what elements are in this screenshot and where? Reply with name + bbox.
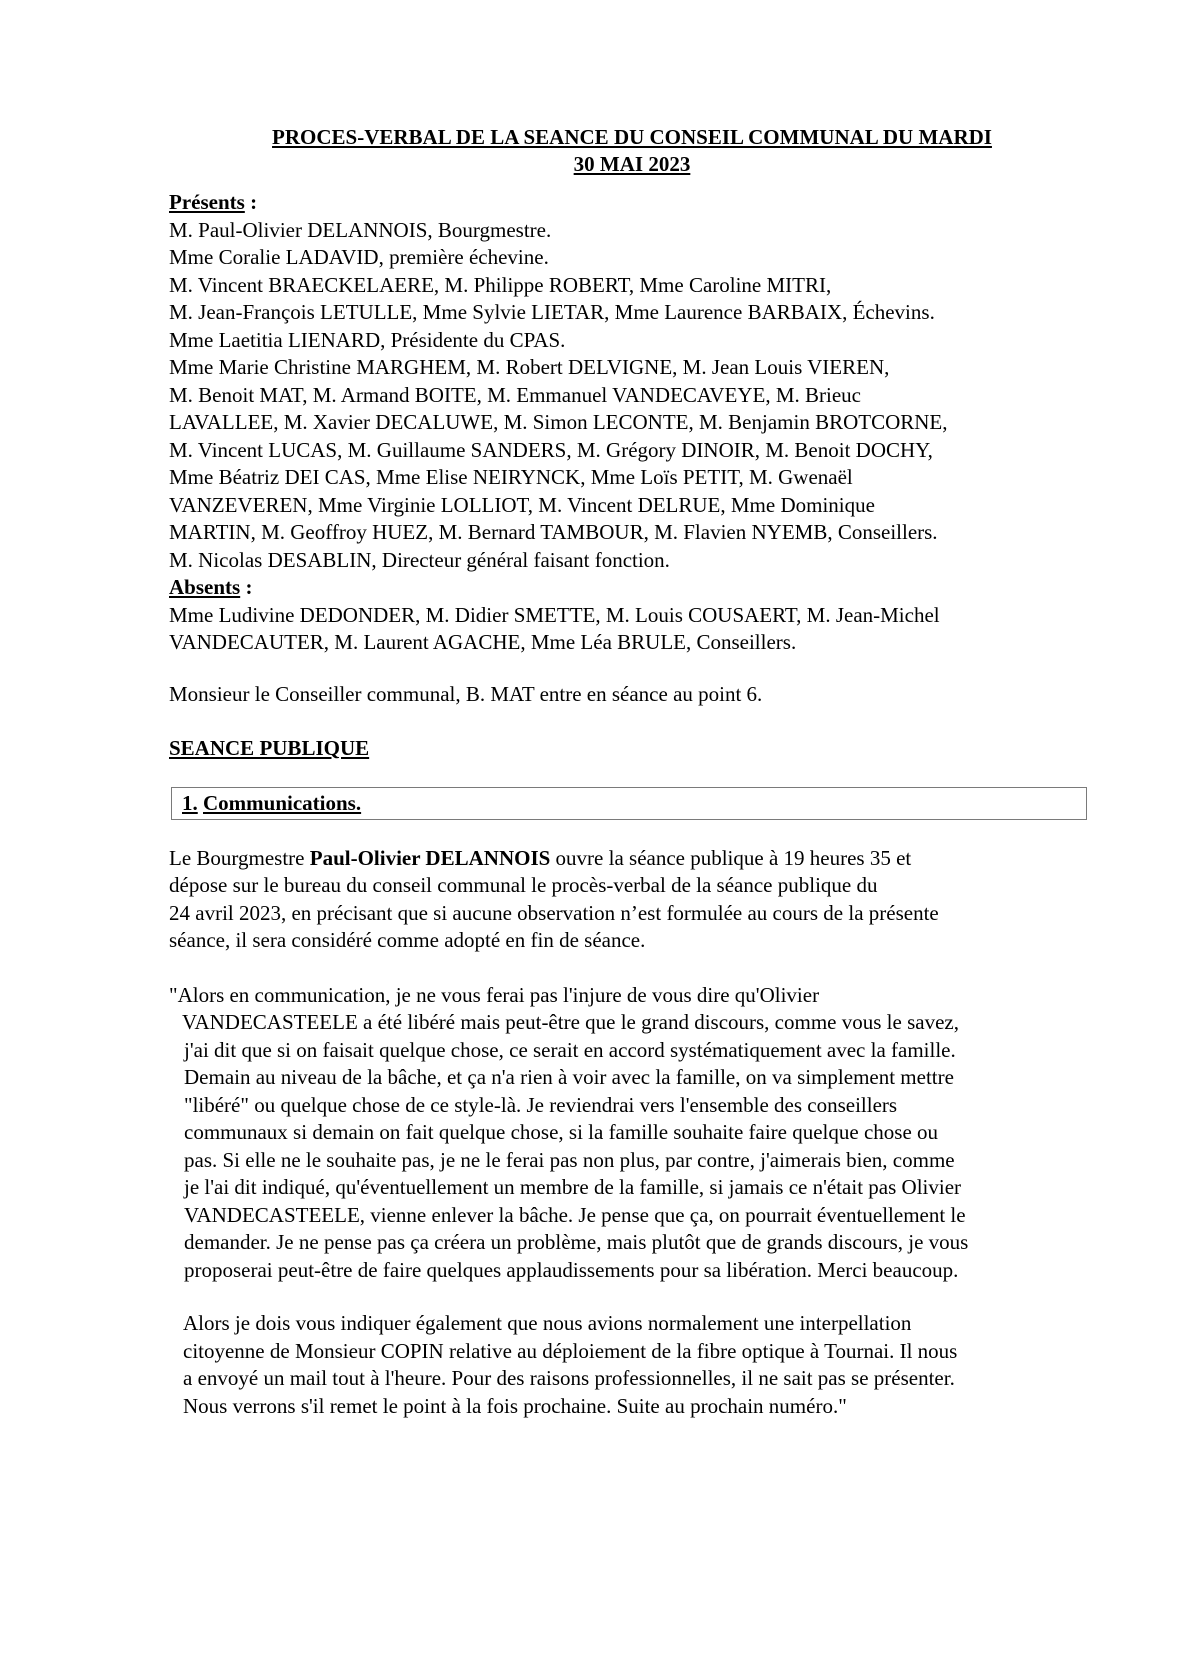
- quote-paragraph-1: [169, 982, 1089, 1285]
- absents-heading: Absents :: [169, 575, 253, 599]
- quote-paragraph-2: [169, 1310, 1089, 1420]
- quote-line: communaux si demain on fait quelque chose, si la famille souhaite faire quelque chose ou: [184, 1120, 939, 1144]
- list-item: M. Vincent BRAECKELAERE, M. Philippe ROBERT, Mme Caroline MITRI,: [169, 272, 832, 297]
- quote-line: Alors je dois vous indiquer également que nous avions normalement une interpellation: [183, 1311, 912, 1335]
- list-item: M. Nicolas DESABLIN, Directeur général faisant fonction.: [169, 547, 670, 572]
- quote-line: VANDECASTEELE, vienne enlever la bâche. Je pense que ça, on pourrait éventuellement le: [184, 1202, 966, 1227]
- presents-block: [169, 189, 1089, 574]
- list-item: Mme Marie Christine MARGHEM, M. Robert DELVIGNE, M. Jean Louis VIEREN,: [169, 355, 890, 379]
- quote-line: demander. Je ne pense pas ça créera un problème, mais plutôt que de grands discours, je vous: [184, 1230, 969, 1254]
- quote-line: VANDECASTEELE a été libéré mais peut-être que le grand discours, comme vous le savez,: [182, 1010, 959, 1034]
- absents-block: [169, 574, 1089, 657]
- quote-line: Nous verrons s'il remet le point à la fois prochaine. Suite au prochain numéro.": [183, 1393, 847, 1418]
- intro-line-3: 24 avril 2023, en précisant que si aucune observation n’est formulée au cours de la présente: [169, 900, 939, 925]
- list-item: MARTIN, M. Geoffroy HUEZ, M. Bernard TAMBOUR, M. Flavien NYEMB, Conseillers.: [169, 520, 938, 544]
- title-line-1: PROCES-VERBAL DE LA SEANCE DU CONSEIL COMMUNAL DU MARDI: [272, 125, 992, 149]
- list-item: VANZEVEREN, Mme Virginie LOLLIOT, M. Vincent DELRUE, Mme Dominique: [169, 492, 875, 517]
- list-item: Mme Laetitia LIENARD, Présidente du CPAS.: [169, 327, 566, 352]
- document-page: [169, 124, 1089, 1420]
- document-title: [172, 124, 1092, 178]
- presents-list: [169, 217, 1089, 575]
- seance-publique-heading: SEANCE PUBLIQUE: [169, 736, 370, 760]
- section-title: Communications.: [203, 790, 362, 815]
- list-item: M. Benoit MAT, M. Armand BOITE, M. Emmanuel VANDECAVEYE, M. Brieuc: [169, 382, 861, 407]
- list-item: Mme Coralie LADAVID, première échevine.: [169, 245, 549, 269]
- quote-line: Demain au niveau de la bâche, et ça n'a rien à voir avec la famille, on va simplement mettre: [184, 1065, 954, 1089]
- list-item: M. Vincent LUCAS, M. Guillaume SANDERS, M. Grégory DINOIR, M. Benoit DOCHY,: [169, 437, 933, 462]
- quote-line: "Alors en communication, je ne vous ferai pas l'injure de vous dire qu'Olivier: [169, 982, 820, 1007]
- quote-line: citoyenne de Monsieur COPIN relative au déploiement de la fibre optique à Tournai. Il nous: [183, 1338, 958, 1363]
- absents-list: [169, 602, 1089, 657]
- list-item: M. Paul-Olivier DELANNOIS, Bourgmestre.: [169, 217, 552, 242]
- intro-line-4: séance, il sera considéré comme adopté en fin de séance.: [169, 928, 646, 952]
- quote-line: je l'ai dit indiqué, qu'éventuellement un membre de la famille, si jamais ce n'était pas Olivier: [184, 1175, 962, 1199]
- title-line-2: 30 MAI 2023: [573, 152, 691, 176]
- intro-line-2: dépose sur le bureau du conseil communal le procès-verbal de la séance publique du: [169, 873, 878, 897]
- quote-line: pas. Si elle ne le souhaite pas, je ne le ferai pas non plus, par contre, j'aimerais bien, comme: [184, 1147, 955, 1172]
- intro-line-1: Le Bourgmestre Paul-Olivier DELANNOIS ouvre la séance publique à 19 heures 35 et: [169, 845, 912, 870]
- list-item: VANDECAUTER, M. Laurent AGACHE, Mme Léa BRULE, Conseillers.: [169, 630, 797, 654]
- quote-line: proposerai peut-être de faire quelques applaudissements pour sa libération. Merci beaucoup.: [184, 1257, 959, 1282]
- intro-paragraph: [169, 845, 1089, 955]
- list-item: LAVALLEE, M. Xavier DECALUWE, M. Simon LECONTE, M. Benjamin BROTCORNE,: [169, 410, 948, 434]
- entry-note: Monsieur le Conseiller communal, B. MAT entre en séance au point 6.: [169, 681, 763, 706]
- list-item: Mme Béatriz DEI CAS, Mme Elise NEIRYNCK, Mme Loïs PETIT, M. Gwenaël: [169, 465, 853, 489]
- section-communications-box: [171, 787, 1087, 820]
- section-number: 1.: [182, 790, 198, 815]
- quote-line: a envoyé un mail tout à l'heure. Pour des raisons professionnelles, il ne sait pas se présenter.: [183, 1366, 955, 1390]
- list-item: Mme Ludivine DEDONDER, M. Didier SMETTE, M. Louis COUSAERT, M. Jean-Michel: [169, 602, 940, 627]
- list-item: M. Jean-François LETULLE, Mme Sylvie LIETAR, Mme Laurence BARBAIX, Échevins.: [169, 300, 935, 324]
- quote-line: "libéré" ou quelque chose de ce style-là. Je reviendrai vers l'ensemble des conseillers: [184, 1092, 898, 1117]
- quote-line: j'ai dit que si on faisait quelque chose, ce serait en accord systématiquement avec la famille.: [184, 1037, 956, 1062]
- bourgmestre-name: Paul-Olivier DELANNOIS: [309, 845, 551, 870]
- presents-heading: Présents :: [169, 190, 258, 214]
